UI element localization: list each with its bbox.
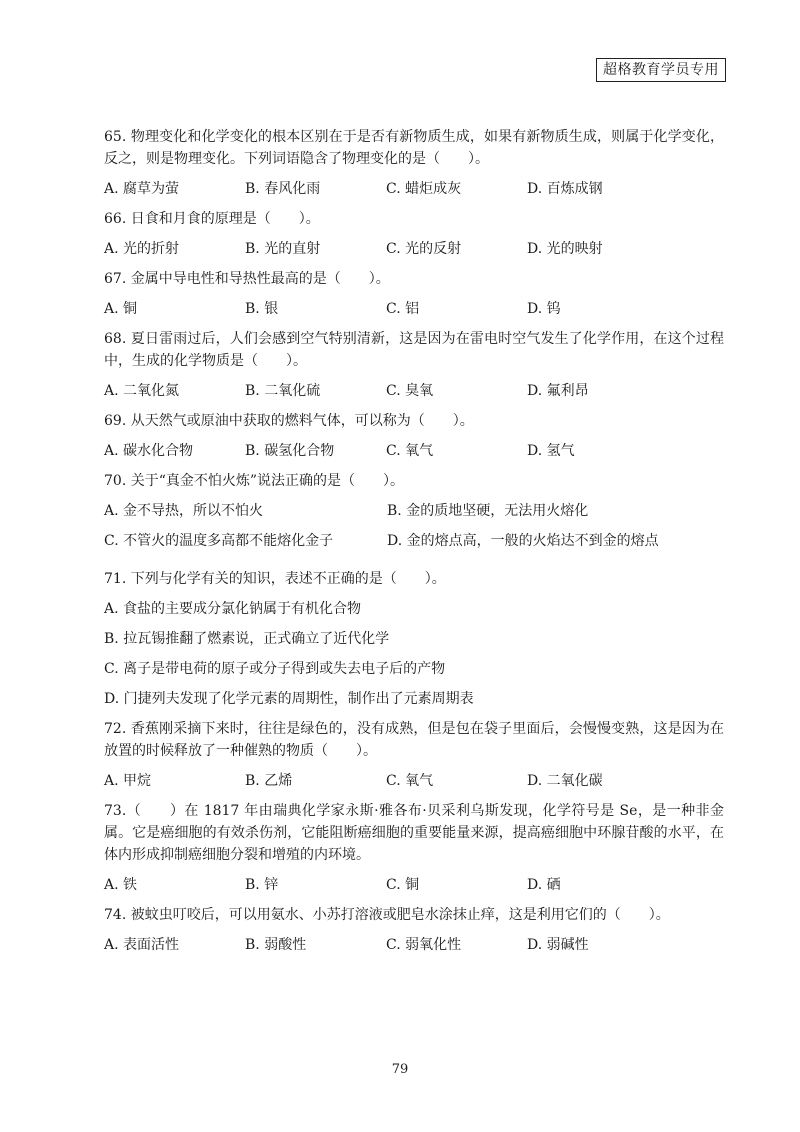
question-70 (104, 470, 724, 560)
question-73 (104, 800, 724, 896)
options (104, 874, 724, 896)
option-d: D. 二氧化碳 (527, 773, 603, 789)
question-text: 70. 关于“真金不怕火炼”说法正确的是（ ）。 (104, 473, 405, 489)
option-a: A. 二氧化氮 (104, 383, 180, 399)
question-67 (104, 268, 724, 320)
page-number: 79 (391, 1062, 409, 1077)
question-text: 67. 金属中导电性和导热性最高的是（ ）。 (104, 271, 390, 287)
option-c: C. 氧气 (386, 443, 434, 459)
option-d: D. 氢气 (527, 443, 575, 459)
option-c: C. 光的反射 (386, 241, 462, 257)
options (104, 500, 724, 560)
options (104, 380, 724, 402)
question-text: 74. 被蚊虫叮咬后，可以用氨水、小苏打溶液或肥皂水涂抹止痒，这是利用它们的（ ）。 (104, 907, 670, 923)
option-d: D. 百炼成钢 (527, 181, 603, 197)
option-c: C. 氧气 (386, 773, 434, 789)
question-72 (104, 718, 724, 792)
options (104, 238, 724, 260)
option-c: C. 蜡炬成灰 (386, 181, 462, 197)
options (104, 598, 724, 710)
question-text: 68. 夏日雷雨过后，人们会感到空气特别清新，这是因为在雷电时空气发生了化学作用，在这个过程中，生成的化学物质是（ ）。 (104, 331, 724, 369)
question-68 (104, 328, 724, 402)
option-c: C. 弱氧化性 (386, 937, 462, 953)
option-c: C. 臭氧 (386, 383, 434, 399)
option-c: C. 铝 (386, 301, 420, 317)
question-text: 69. 从天然气或原油中获取的燃料气体，可以称为（ ）。 (104, 413, 474, 429)
question-69 (104, 410, 724, 462)
option-d: D. 弱碱性 (527, 937, 589, 953)
option-a: A. 碳水化合物 (104, 443, 194, 459)
option-d: D. 硒 (527, 877, 561, 893)
option-a: A. 甲烷 (104, 773, 152, 789)
question-text: 65. 物理变化和化学变化的根本区别在于是否有新物质生成，如果有新物质生成，则属于化学变化，反之，则是物理变化。下列词语隐含了物理变化的是（ ）。 (104, 129, 724, 167)
option-b: B. 银 (245, 301, 279, 317)
options (104, 440, 724, 462)
option-b: B. 锌 (245, 877, 279, 893)
question-71 (104, 568, 724, 710)
question-65 (104, 126, 724, 200)
options (104, 178, 724, 200)
option-a: A. 铁 (104, 877, 138, 893)
option-c: C. 不管火的温度多高都不能熔化金子 (104, 533, 334, 549)
options (104, 298, 724, 320)
option-b: B. 二氧化硫 (245, 383, 321, 399)
option-a: A. 铜 (104, 301, 138, 317)
option-b: B. 拉瓦锡推翻了燃素说，正式确立了近代化学 (104, 631, 390, 647)
option-d: D. 光的映射 (527, 241, 603, 257)
option-d: D. 钨 (527, 301, 561, 317)
option-b: B. 金的质地坚硬，无法用火熔化 (387, 503, 589, 519)
question-text: 71. 下列与化学有关的知识，表述不正确的是（ ）。 (104, 571, 446, 587)
option-b: B. 碳氢化合物 (245, 443, 335, 459)
option-d: D. 门捷列夫发现了化学元素的周期性，制作出了元素周期表 (104, 691, 474, 707)
option-b: B. 乙烯 (245, 773, 293, 789)
option-d: D. 金的熔点高，一般的火焰达不到金的熔点 (387, 533, 659, 549)
option-a: A. 金不导热，所以不怕火 (104, 503, 264, 519)
question-text: 72. 香蕉刚采摘下来时，往往是绿色的，没有成熟，但是包在袋子里面后，会慢慢变熟，这是因为在放置的时候释放了一种催熟的物质（ ）。 (104, 721, 724, 759)
options (104, 770, 724, 792)
question-text: 66. 日食和月食的原理是（ ）。 (104, 211, 320, 227)
question-list (104, 126, 724, 964)
options (104, 934, 724, 956)
question-66 (104, 208, 724, 260)
question-text: 73.（ ）在 1817 年由瑞典化学家永斯·雅各布·贝采利乌斯发现，化学符号是 Se，是一种非金属。它是癌细胞的有效杀伤剂，它能阻断癌细胞的重要能量来源，提高癌细胞中环腺苷酸的水平，在体内形成抑制癌细胞分裂和增殖的内环境。 (104, 803, 724, 863)
option-b: B. 春风化雨 (245, 181, 321, 197)
option-b: B. 光的直射 (245, 241, 321, 257)
usage-badge: 超格教育学员专用 (596, 58, 726, 82)
option-d: D. 氟利昂 (527, 383, 589, 399)
option-c: C. 铜 (386, 877, 420, 893)
option-a: A. 腐草为萤 (104, 181, 180, 197)
option-c: C. 离子是带电荷的原子或分子得到或失去电子后的产物 (104, 661, 446, 677)
option-a: A. 食盐的主要成分氯化钠属于有机化合物 (104, 601, 362, 617)
option-a: A. 表面活性 (104, 937, 180, 953)
option-a: A. 光的折射 (104, 241, 180, 257)
option-b: B. 弱酸性 (245, 937, 307, 953)
question-74 (104, 904, 724, 956)
